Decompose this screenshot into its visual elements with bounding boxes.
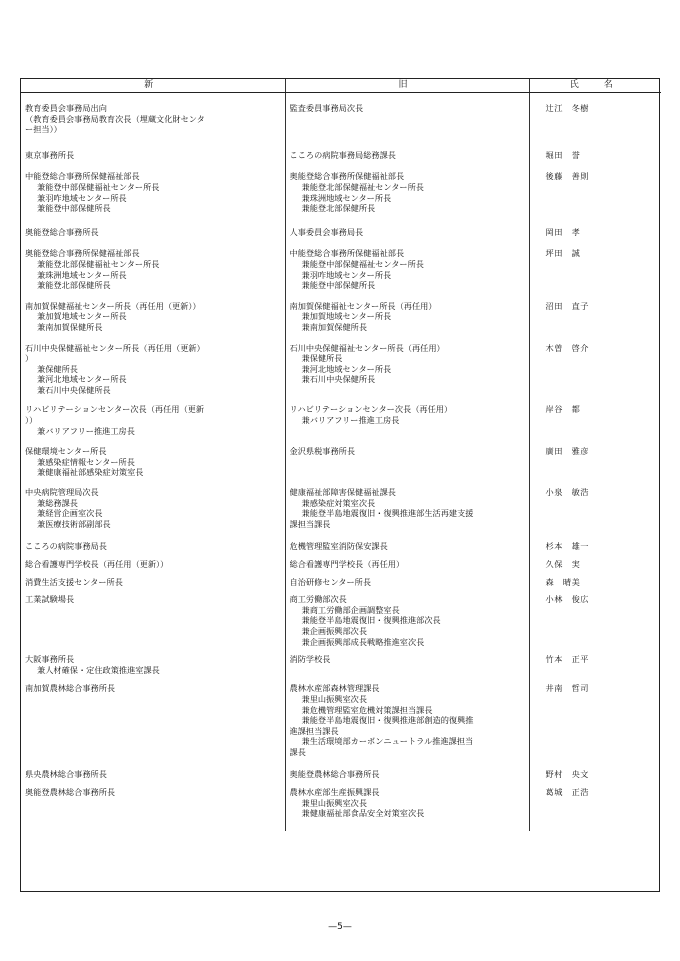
- new-position-cell: [21, 446, 285, 478]
- table-row: [21, 103, 661, 135]
- old-position-line: 総合看護専門学校長（再任用）: [289, 559, 405, 569]
- old-position-line: 兼南加賀保健所長: [301, 321, 368, 332]
- old-position-line: 兼石川中央保健所長: [301, 374, 376, 385]
- header-old: 旧: [285, 79, 529, 93]
- new-position-line: 県央農林総合事務所長: [25, 768, 107, 779]
- old-position-line: 商工労働部次長: [289, 594, 347, 605]
- new-position-line: ）: [25, 353, 34, 364]
- old-position-cell: [285, 301, 529, 333]
- new-position-line: 中央病院管理局次長: [25, 487, 99, 498]
- header-new: 新: [21, 79, 285, 93]
- old-position-line: 兼羽咋地域センター所長: [301, 269, 392, 280]
- new-position-cell: [21, 404, 285, 436]
- new-position-cell: [21, 487, 285, 529]
- personnel-table: [21, 79, 661, 831]
- person-name: 竹本 正平: [545, 654, 589, 665]
- person-name-cell: [529, 150, 661, 161]
- old-position-cell: [285, 594, 529, 647]
- new-position-line: 兼能登中部保健福祉センター所長: [37, 181, 160, 192]
- old-position-line: 金沢県税事務所長: [289, 446, 356, 457]
- new-position-cell: [21, 559, 285, 570]
- person-name: 野村 央文: [545, 768, 589, 779]
- new-position-line: 保健環境センター所長: [25, 446, 107, 457]
- row-spacer: [21, 93, 661, 104]
- old-position-line: 課担当課長: [289, 518, 331, 529]
- old-position-line: 進課担当課長: [289, 725, 339, 736]
- old-position-line: 課長: [289, 746, 306, 757]
- new-position-cell: [21, 150, 285, 161]
- old-position-cell: [285, 227, 529, 238]
- old-position-line: 兼加賀地域センター所長: [301, 311, 392, 322]
- new-position-line: 兼経営企画室次長: [37, 508, 103, 519]
- row-spacer: [21, 758, 661, 769]
- new-position-line: 教育委員会事務局出向: [25, 103, 107, 113]
- person-name-cell: [529, 787, 661, 819]
- old-position-cell: [285, 487, 529, 529]
- old-position-cell: [285, 654, 529, 675]
- new-position-cell: [21, 301, 285, 333]
- old-position-cell: [285, 150, 529, 161]
- new-position-line: リハビリテーションセンター次長（再任用（更新: [25, 404, 205, 415]
- table-row: [21, 171, 661, 213]
- old-position-line: リハビリテーションセンター次長（再任用）: [289, 404, 453, 415]
- new-position-line: 総合看護専門学校長（再任用（更新））: [25, 559, 169, 569]
- person-name: 小泉 敏浩: [545, 487, 589, 498]
- table-header-row: [21, 79, 661, 93]
- person-name-cell: [529, 577, 661, 588]
- old-position-cell: [285, 446, 529, 478]
- old-position-line: 奥能登農林総合事務所長: [289, 768, 380, 779]
- old-position-line: 石川中央保健福祉センター所長（再任用）: [289, 342, 445, 353]
- new-position-line: 兼保健所長: [37, 363, 78, 374]
- old-position-line: 兼能登北部保健福祉センター所長: [301, 181, 424, 192]
- row-spacer: [21, 135, 661, 150]
- new-position-line: 兼羽咋地域センター所長: [37, 192, 127, 203]
- table-row: [21, 683, 661, 757]
- new-position-line: 兼健康福祉部感染症対策室長: [37, 467, 144, 478]
- person-name: 杉本 雄一: [545, 541, 589, 552]
- new-position-line: 兼加賀地域センター所長: [37, 311, 127, 322]
- person-name: 森 晴美: [545, 576, 581, 587]
- table-row: [21, 150, 661, 161]
- header-name: 氏 名: [529, 79, 661, 93]
- old-position-line: 兼能登中部保健福祉センター所長: [301, 258, 424, 269]
- new-position-cell: [21, 248, 285, 290]
- new-position-cell: [21, 787, 285, 819]
- row-spacer: [21, 570, 661, 577]
- new-position-line: 石川中央保健福祉センター所長（再任用（更新）: [25, 342, 205, 353]
- old-position-cell: [285, 404, 529, 436]
- person-name-cell: [529, 541, 661, 552]
- table-row: [21, 654, 661, 675]
- new-position-cell: [21, 577, 285, 588]
- table-row: [21, 787, 661, 819]
- row-spacer: [21, 647, 661, 654]
- person-name: 辻江 冬樹: [545, 103, 589, 113]
- row-spacer: [21, 587, 661, 594]
- old-position-cell: [285, 248, 529, 290]
- new-position-cell: [21, 103, 285, 135]
- table-row: [21, 248, 661, 290]
- table-row: [21, 343, 661, 396]
- old-position-cell: [285, 787, 529, 819]
- person-name: 後藤 善則: [545, 171, 589, 182]
- person-name: 堀田 誉: [545, 149, 581, 160]
- old-position-line: 兼里山振興室次長: [301, 797, 368, 808]
- old-position-cell: [285, 769, 529, 780]
- person-name: 葛城 正浩: [545, 787, 589, 798]
- old-position-line: こころの病院事務局総務課長: [289, 149, 396, 160]
- old-position-line: 農林水産部生産振興課長: [289, 787, 380, 798]
- old-position-line: 兼珠洲地域センター所長: [301, 192, 392, 203]
- row-spacer: [21, 214, 661, 227]
- old-position-line: 兼能登半島地震復旧・復興推進部生活再建支援: [301, 508, 474, 519]
- person-name-cell: [529, 594, 661, 647]
- row-spacer: [21, 675, 661, 683]
- new-position-line: 消費生活支援センター所長: [25, 576, 123, 587]
- old-position-line: 自治研修センター所長: [289, 576, 372, 587]
- table-row: [21, 577, 661, 588]
- old-position-line: 兼バリアフリー推進工房長: [301, 415, 400, 426]
- old-position-line: 中能登総合事務所保健福祉部長: [289, 248, 405, 259]
- old-position-cell: [285, 683, 529, 757]
- old-position-line: 兼能登北部保健所長: [301, 203, 376, 214]
- personnel-table-frame: [20, 78, 660, 892]
- new-position-line: 大阪事務所長: [25, 654, 75, 665]
- table-body: [21, 93, 661, 831]
- row-spacer: [21, 160, 661, 171]
- new-position-line: ））: [25, 415, 38, 426]
- new-position-line: 兼バリアフリー推進工房長: [37, 425, 135, 436]
- person-name-cell: [529, 487, 661, 529]
- old-position-line: 兼企画振興部次長: [301, 625, 368, 636]
- person-name-cell: [529, 343, 661, 396]
- table-row: [21, 594, 661, 647]
- old-position-line: 兼能登中部保健所長: [301, 280, 376, 291]
- person-name-cell: [529, 227, 661, 238]
- table-row: [21, 301, 661, 333]
- new-position-line: 東京事務所長: [25, 149, 75, 160]
- person-name: 久保 実: [545, 559, 581, 569]
- row-spacer: [21, 478, 661, 487]
- old-position-line: 兼生活環境部カーボンニュートラル推進課担当: [301, 736, 474, 747]
- person-name: 坪田 誠: [545, 248, 581, 259]
- person-name: 木曽 啓介: [545, 342, 589, 353]
- row-spacer: [21, 291, 661, 301]
- new-position-cell: [21, 654, 285, 675]
- person-name-cell: [529, 559, 661, 570]
- new-position-cell: [21, 343, 285, 396]
- new-position-line: ー担当））: [25, 124, 62, 135]
- person-name-cell: [529, 301, 661, 333]
- new-position-line: 工業試験場長: [25, 594, 75, 605]
- person-name-cell: [529, 171, 661, 213]
- person-name-cell: [529, 654, 661, 675]
- new-position-line: 奥能登総合事務所長: [25, 226, 99, 237]
- new-position-line: 兼能登北部保健所長: [37, 280, 111, 291]
- old-position-cell: [285, 343, 529, 396]
- old-position-line: 健康福祉部障害保健福祉課長: [289, 487, 396, 498]
- new-position-line: 兼能登北部保健福祉センター所長: [37, 258, 160, 269]
- old-position-line: 監査委員事務局次長: [289, 103, 364, 113]
- new-position-line: 奥能登農林総合事務所長: [25, 787, 116, 798]
- row-spacer: [21, 529, 661, 541]
- new-position-line: 奥能登総合事務所保健福祉部長: [25, 248, 140, 259]
- new-position-line: 兼南加賀保健所長: [37, 321, 103, 332]
- old-position-line: 兼能登半島地震復旧・復興推進部次長: [301, 615, 441, 626]
- old-position-line: 兼能登半島地震復旧・復興推進部創造的復興推: [301, 715, 474, 726]
- old-position-cell: [285, 559, 529, 570]
- new-position-cell: [21, 594, 285, 647]
- new-position-line: 南加賀農林総合事務所長: [25, 683, 116, 694]
- old-position-line: 兼里山振興室次長: [301, 693, 368, 704]
- person-name: 沼田 直子: [545, 300, 589, 311]
- new-position-line: 兼総務課長: [37, 497, 78, 508]
- new-position-line: 兼河北地域センター所長: [37, 374, 127, 385]
- row-spacer: [21, 395, 661, 404]
- page-number: —5—: [328, 922, 352, 932]
- new-position-line: こころの病院事務局長: [25, 541, 107, 552]
- new-position-line: 兼医療技術部副部長: [37, 518, 111, 529]
- old-position-cell: [285, 103, 529, 135]
- table-row: [21, 404, 661, 436]
- person-name-cell: [529, 683, 661, 757]
- old-position-line: 奥能登総合事務所保健福祉部長: [289, 171, 405, 182]
- row-spacer: [21, 333, 661, 343]
- row-spacer: [21, 552, 661, 559]
- old-position-line: 南加賀保健福祉センター所長（再任用）: [289, 300, 437, 311]
- old-position-line: 兼健康福祉部食品安全対策室次長: [301, 808, 425, 819]
- person-name: 小林 俊広: [545, 594, 589, 605]
- new-position-line: 兼能登中部保健所長: [37, 203, 111, 214]
- old-position-line: 危機管理監室消防保安課長: [289, 541, 388, 552]
- old-position-line: 農林水産部森林管理課長: [289, 683, 380, 694]
- row-spacer: [21, 779, 661, 787]
- old-position-line: 消防学校長: [289, 654, 331, 665]
- person-name-cell: [529, 404, 661, 436]
- new-position-line: 兼珠洲地域センター所長: [37, 269, 127, 280]
- table-row: [21, 559, 661, 570]
- person-name: 岡田 孝: [545, 226, 581, 237]
- new-position-cell: [21, 683, 285, 757]
- row-spacer: [21, 436, 661, 446]
- new-position-line: （教育委員会事務局教育次長（埋蔵文化財センタ: [25, 113, 205, 124]
- new-position-cell: [21, 171, 285, 213]
- table-row: [21, 446, 661, 478]
- new-position-line: 兼人材確保・定住政策推進室課長: [37, 664, 160, 675]
- old-position-line: 兼河北地域センター所長: [301, 363, 392, 374]
- person-name-cell: [529, 446, 661, 478]
- person-name-cell: [529, 248, 661, 290]
- old-position-cell: [285, 171, 529, 213]
- table-row: [21, 487, 661, 529]
- person-name: 岸谷 都: [545, 404, 581, 415]
- old-position-cell: [285, 577, 529, 588]
- old-position-line: 兼商工労働部企画調整室長: [301, 604, 400, 615]
- table-filler-row: [21, 819, 661, 831]
- new-position-cell: [21, 769, 285, 780]
- row-spacer: [21, 237, 661, 248]
- new-position-line: 南加賀保健福祉センター所長（再任用（更新））: [25, 300, 201, 311]
- new-position-line: 兼石川中央保健所長: [37, 384, 111, 395]
- table-row: [21, 541, 661, 552]
- person-name-cell: [529, 103, 661, 135]
- person-name-cell: [529, 769, 661, 780]
- person-name: 井南 哲司: [545, 683, 589, 694]
- new-position-line: 兼感染症情報センター所長: [37, 456, 135, 467]
- person-name: 廣田 雅彦: [545, 446, 589, 457]
- new-position-cell: [21, 541, 285, 552]
- old-position-line: 兼保健所長: [301, 353, 343, 364]
- old-position-line: 兼危機管理監室危機対策課担当課長: [301, 704, 433, 715]
- old-position-line: 人事委員会事務局長: [289, 226, 364, 237]
- new-position-line: 中能登総合事務所保健福祉部長: [25, 171, 140, 182]
- table-row: [21, 227, 661, 238]
- old-position-cell: [285, 541, 529, 552]
- new-position-cell: [21, 227, 285, 238]
- old-position-line: 兼企画振興部成長戦略推進室次長: [301, 636, 425, 647]
- table-row: [21, 769, 661, 780]
- old-position-line: 兼感染症対策室次長: [301, 497, 376, 508]
